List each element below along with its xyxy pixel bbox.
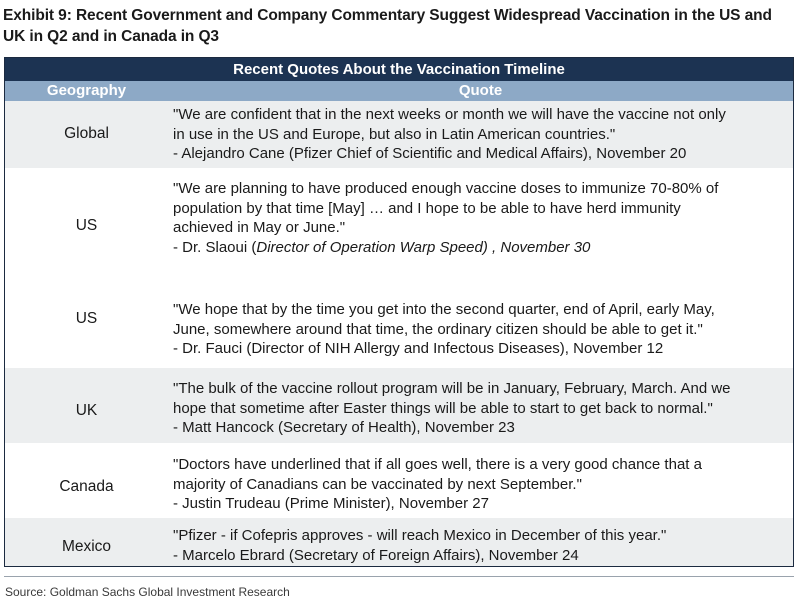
quote-line: population by that time [May] … and I hope to be able to have herd immunity	[173, 199, 681, 217]
row-geography: Canada	[59, 478, 114, 495]
table-row	[5, 268, 793, 368]
quote-attribution	[173, 238, 787, 258]
row-geography: US	[75, 310, 98, 327]
row-quote	[173, 300, 787, 359]
attribution-prefix: - Dr. Slaoui (	[173, 238, 257, 256]
row-geography: UK	[75, 402, 98, 419]
row-quote	[173, 455, 787, 514]
row-quote	[173, 526, 787, 565]
quote-line: "Pfizer - if Cofepris approves - will reach Mexico in December of this year."	[173, 527, 667, 544]
quote-line: "We hope that by the time you get into the second quarter, end of April, early May,	[173, 301, 715, 318]
row-quote	[173, 105, 787, 164]
column-header-row	[5, 81, 793, 101]
column-header-geography: Geography	[46, 82, 127, 99]
table-row	[5, 101, 793, 168]
quote-line: achieved in May or June."	[173, 219, 346, 236]
row-geography: Global	[64, 125, 109, 142]
quote-line: June, somewhere around that time, the ordinary citizen should be able to get it."	[173, 320, 703, 338]
row-quote	[173, 379, 787, 438]
quote-line: "We are confident that in the next weeks or month we will have the vaccine not only	[173, 106, 726, 123]
source-note: Source: Goldman Sachs Global Investment Research	[5, 585, 290, 599]
quote-attribution: - Justin Trudeau (Prime Minister), November 27	[173, 495, 489, 512]
table-row	[5, 168, 793, 268]
attribution-italic: Director of Operation Warp Speed) , November 30	[256, 238, 591, 256]
table-row	[5, 443, 793, 518]
table-row	[5, 368, 793, 443]
quote-attribution: - Dr. Fauci (Director of NIH Allergy and Infectous Diseases), November 12	[173, 340, 664, 357]
row-geography: US	[75, 217, 98, 234]
quote-attribution: - Matt Hancock (Secretary of Health), November 23	[173, 419, 515, 436]
table-row	[5, 518, 793, 566]
quote-attribution: - Alejandro Cane (Pfizer Chief of Scientific and Medical Affairs), November 20	[173, 145, 687, 162]
quote-line: "We are planning to have produced enough vaccine doses to immunize 70-80% of	[173, 180, 719, 197]
exhibit-title	[3, 5, 793, 47]
exhibit-title-line2: UK in Q2 and in Canada in Q3	[3, 28, 219, 45]
quote-line: "Doctors have underlined that if all goes well, there is a very good chance that a	[173, 456, 702, 473]
row-geography: Mexico	[61, 538, 112, 555]
table-title: Recent Quotes About the Vaccination Timeline	[5, 58, 793, 81]
quote-line: majority of Canadians can be vaccinated by next September."	[173, 475, 582, 493]
quote-line: "The bulk of the vaccine rollout program will be in January, February, March. And we	[173, 380, 731, 397]
quote-line: hope that sometime after Easter things will be able to start to get back to normal."	[173, 399, 713, 417]
divider	[4, 576, 794, 577]
column-header-quote: Quote	[458, 82, 503, 99]
exhibit-title-line1: Exhibit 9: Recent Government and Company Commentary Suggest Widespread Vaccination in the US and	[3, 7, 772, 24]
quote-line: in use in the US and Europe, but also in Latin American countries."	[173, 125, 616, 143]
row-quote	[173, 179, 787, 257]
quotes-table	[4, 57, 794, 567]
quote-attribution: - Marcelo Ebrard (Secretary of Foreign Affairs), November 24	[173, 546, 579, 564]
